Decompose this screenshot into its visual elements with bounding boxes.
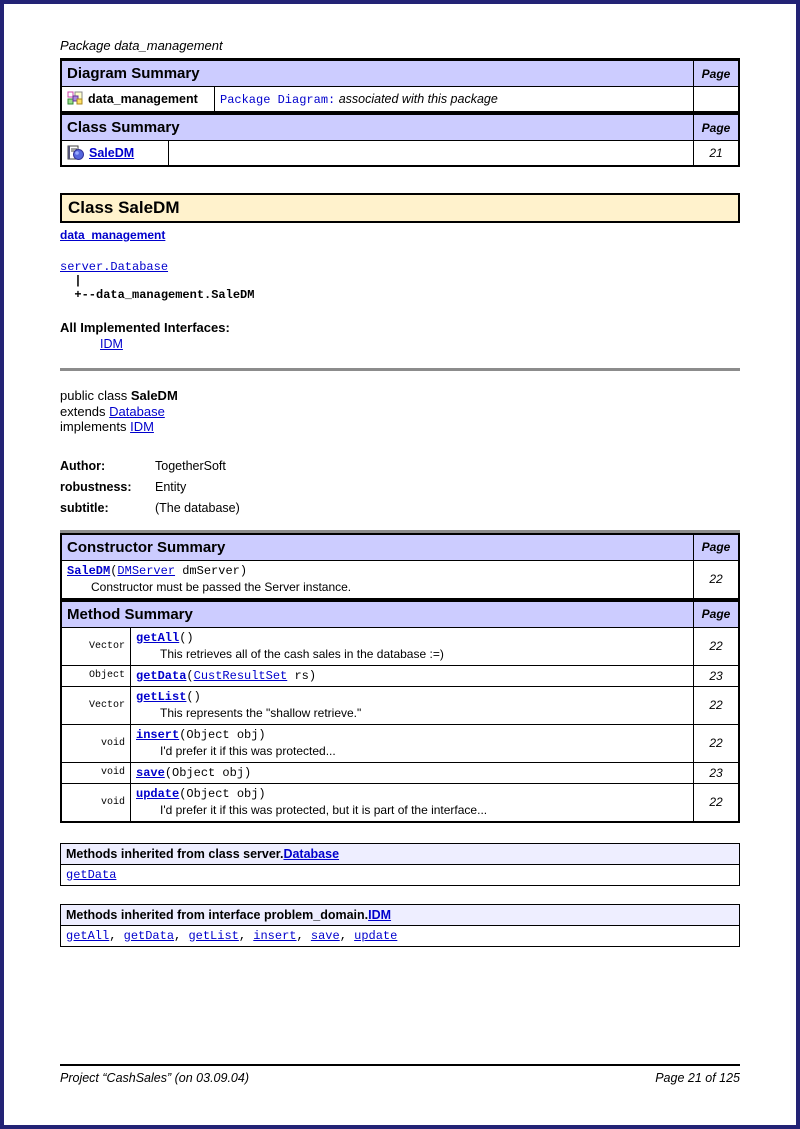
return-type: void (61, 724, 131, 762)
method-sig-cell (131, 686, 694, 724)
implemented-interfaces (60, 320, 740, 351)
inherited-class-table (60, 843, 740, 886)
inherited-class-title (61, 843, 740, 864)
constructor-description: Constructor must be passed the Server instance. (91, 579, 352, 594)
diagram-summary-header (61, 60, 739, 87)
class-attributes (60, 456, 740, 519)
method-description: This represents the "shallow retrieve." (160, 705, 362, 720)
constructor-summary-title: Constructor Summary (61, 534, 694, 561)
database-link[interactable]: Database (283, 846, 340, 861)
decl-implements-label: implements (60, 419, 131, 434)
decl-class-name: SaleDM (130, 388, 178, 403)
return-type: Vector (61, 686, 131, 724)
method-row-save (61, 762, 739, 783)
class-name-cell (61, 141, 169, 167)
interfaces-list (100, 337, 740, 351)
attr-subtitle-label: subtitle: (60, 500, 109, 515)
constructor-sig-cell (61, 560, 694, 599)
method-page-number: 22 (694, 627, 740, 665)
constructor-signature (67, 564, 688, 578)
inherited-class-methods (61, 864, 740, 885)
method-sig-cell (131, 762, 694, 783)
return-type: Object (61, 665, 131, 686)
class-detail-banner: Class SaleDM (60, 193, 740, 223)
method-sig-cell (131, 783, 694, 822)
package-link[interactable]: data_management (60, 228, 166, 242)
inherited-interface-methods (61, 925, 740, 946)
class-summary-page-col: Page (694, 114, 740, 141)
dmserver-link[interactable]: DMServer (117, 563, 176, 578)
diagram-summary-title: Diagram Summary (61, 60, 694, 87)
attribute-row (60, 477, 740, 498)
sig-pre: () (179, 630, 194, 645)
implements-idm-link[interactable]: IDM (130, 419, 154, 434)
constructor-summary-page-col: Page (694, 534, 740, 561)
method-row-getall (61, 627, 739, 665)
attr-author-label: Author: (60, 458, 106, 473)
method-summary-title: Method Summary (61, 601, 694, 628)
sig-pre: ( (110, 563, 118, 578)
diagram-page-number (694, 87, 740, 113)
section-divider (60, 368, 740, 371)
sig-pre: (Object obj) (179, 727, 266, 742)
method-row-getdata (61, 665, 739, 686)
extends-database-link[interactable]: Database (109, 403, 165, 419)
sig-pre: (Object obj) (164, 765, 252, 780)
class-page-number: 21 (694, 141, 740, 167)
return-type: void (61, 783, 131, 822)
inherited-interface-table (60, 904, 740, 947)
idm-link[interactable]: IDM (368, 907, 392, 922)
return-type: Vector (61, 627, 131, 665)
attribute-row (60, 456, 740, 477)
inherited-interface-methods-row (61, 925, 740, 946)
decl-modifiers: public class (60, 388, 131, 403)
diagram-desc-code: Package Diagram: (220, 93, 336, 107)
running-header-text: Package data_management (60, 38, 740, 59)
inherited-interface-header (61, 904, 740, 925)
inherited-insert-link[interactable]: insert (253, 928, 297, 943)
class-summary-header (61, 114, 739, 141)
interface-idm-link[interactable]: IDM (100, 337, 123, 351)
inherited-update-link[interactable]: update (354, 928, 398, 943)
inherited-save-link[interactable]: save (310, 928, 340, 943)
method-page-number: 22 (694, 783, 740, 822)
constructor-page-number: 22 (694, 560, 740, 599)
diagram-summary-row (61, 87, 739, 113)
class-summary-title: Class Summary (61, 114, 694, 141)
inherited-getdata-link[interactable]: getData (123, 928, 175, 943)
sig-pre: () (186, 689, 201, 704)
hierarchy-child: +--data_management.SaleDM (60, 288, 255, 302)
method-summary-header (61, 601, 739, 628)
page-footer (60, 1064, 740, 1085)
method-sig-cell (131, 665, 694, 686)
sig-post: rs) (287, 668, 317, 683)
return-type: void (61, 762, 131, 783)
method-getdata-link[interactable]: getData (136, 668, 187, 683)
sig-post: dmServer) (175, 563, 248, 578)
running-header (60, 4, 740, 59)
package-diagram-icon (67, 91, 83, 106)
diagram-name: data_management (88, 92, 198, 106)
diagram-summary-table (60, 59, 740, 113)
class-summary-table (60, 113, 740, 167)
method-description: I'd prefer it if this was protected, but it is part of the interface... (160, 802, 488, 817)
custresultset-link[interactable]: CustResultSet (193, 668, 288, 683)
method-save-link[interactable]: save (136, 765, 165, 780)
method-getlist-link[interactable]: getList (136, 689, 187, 704)
inherited-getdata-link[interactable]: getData (66, 867, 117, 882)
method-page-number: 23 (694, 762, 740, 783)
method-row-insert (61, 724, 739, 762)
inherited-title-text: Methods inherited from class server. (66, 846, 284, 861)
method-row-getlist (61, 686, 739, 724)
diagram-desc-cell (215, 87, 694, 113)
method-insert-link[interactable]: insert (136, 727, 180, 742)
method-row-update (61, 783, 739, 822)
interfaces-label: All Implemented Interfaces: (60, 320, 230, 335)
constructor-saledm-link[interactable]: SaleDM (67, 563, 111, 578)
decl-line-1 (60, 388, 740, 404)
method-page-number: 23 (694, 665, 740, 686)
constructor-row (61, 560, 739, 599)
method-summary-page-col: Page (694, 601, 740, 628)
inherited-class-methods-row (61, 864, 740, 885)
footer-page-number: Page 21 of 125 (655, 1071, 740, 1085)
class-saledm-link[interactable]: SaleDM (89, 146, 135, 160)
attr-robustness-value: Entity (155, 479, 187, 494)
diagram-name-cell (61, 87, 215, 113)
class-hierarchy (60, 260, 740, 302)
hierarchy-pipe: | (60, 274, 82, 288)
method-page-number: 22 (694, 686, 740, 724)
decl-extends-label: extends (60, 403, 110, 419)
sig-pre: ( (186, 668, 194, 683)
package-link-wrap (60, 228, 740, 242)
method-page-number: 22 (694, 724, 740, 762)
diagram-desc-text: associated with this package (335, 92, 498, 106)
decl-line-2 (60, 404, 740, 420)
method-getall-link[interactable]: getAll (136, 630, 180, 645)
hierarchy-parent-link[interactable]: server.Database (60, 260, 169, 274)
method-description: This retrieves all of the cash sales in the database :=) (160, 646, 444, 661)
class-icon (67, 145, 84, 161)
diagram-summary-page-col: Page (694, 60, 740, 87)
method-summary-table (60, 600, 740, 823)
inherited-class-header (61, 843, 740, 864)
method-sig-cell (131, 627, 694, 665)
class-summary-row (61, 141, 739, 167)
constructor-summary-table (60, 533, 740, 600)
decl-line-3 (60, 419, 740, 435)
footer-project: Project “CashSales” (on 03.09.04) (60, 1071, 249, 1085)
method-update-link[interactable]: update (136, 786, 180, 801)
attr-subtitle-value: (The database) (155, 500, 240, 515)
sig-pre: (Object obj) (179, 786, 266, 801)
method-sig-cell (131, 724, 694, 762)
constructor-summary-header (61, 534, 739, 561)
attr-robustness-label: robustness: (60, 479, 132, 494)
attribute-row (60, 498, 740, 519)
inherited-title-text: Methods inherited from interface problem_domain. (66, 907, 369, 922)
class-desc-cell (169, 141, 694, 167)
inherited-interface-title (61, 904, 740, 925)
class-declaration (60, 388, 740, 435)
inherited-getlist-link[interactable]: getList (188, 928, 239, 943)
inherited-getall-link[interactable]: getAll (66, 928, 110, 943)
method-description: I'd prefer it if this was protected... (160, 743, 336, 758)
attr-author-value: TogetherSoft (155, 458, 226, 473)
